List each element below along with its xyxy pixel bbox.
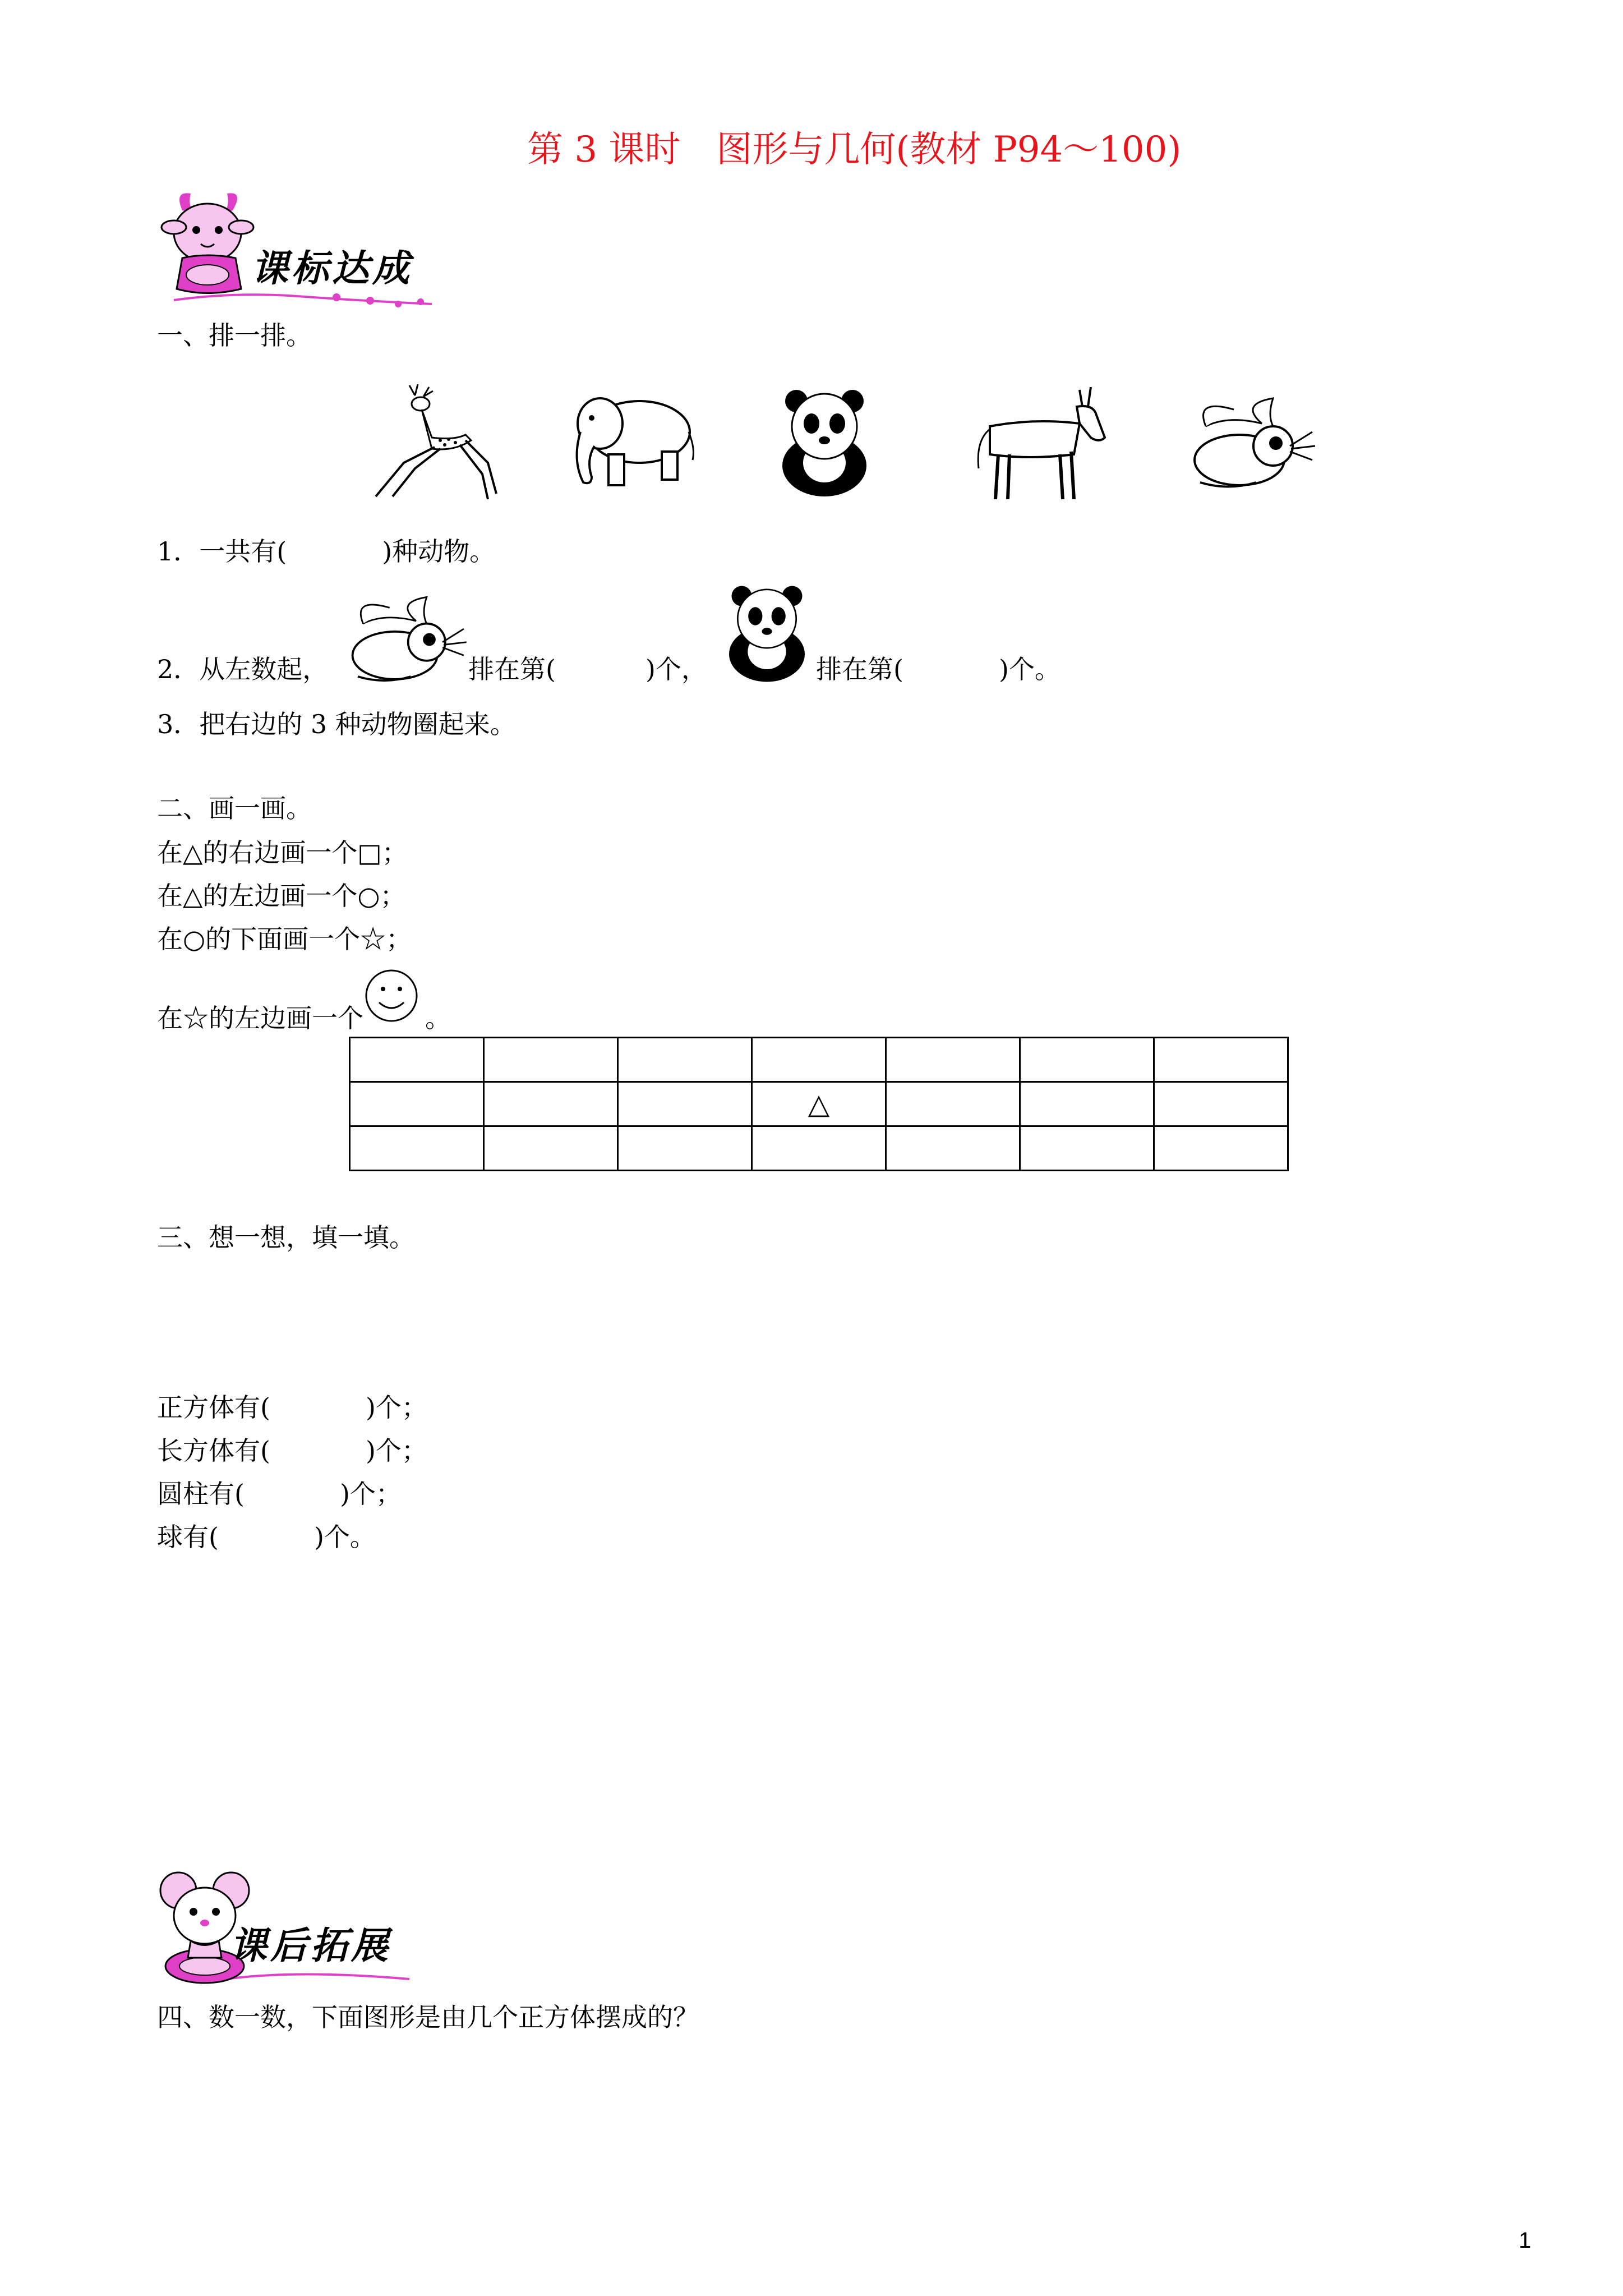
q1-item2-mid1: 排在第(: [468, 654, 556, 684]
rabbit-icon: [341, 592, 470, 687]
q3-item-prefix: 圆柱有(: [157, 1479, 245, 1509]
q3-heading: 三、想一想，填一填。: [157, 1222, 415, 1253]
q3-item-prefix: 球有(: [157, 1522, 219, 1552]
grid-cell[interactable]: [350, 1038, 484, 1082]
q1-heading: 一、排一排。: [157, 320, 312, 351]
q1-item1-prefix: 1．一共有(: [157, 536, 287, 567]
q1-item2-mid: [468, 656, 707, 682]
q3-item-cube: [157, 1392, 427, 1423]
grid-cell[interactable]: [484, 1038, 618, 1082]
q1-item2-prefix: 2．从左数起，: [157, 654, 329, 684]
grid-cell[interactable]: [618, 1038, 752, 1082]
drawing-grid: [349, 1037, 1289, 1171]
q1-item2-suffix: )个。: [998, 654, 1061, 684]
q3-item-suffix: )个；: [365, 1435, 427, 1466]
smiley-face-icon: [363, 968, 419, 1024]
q1-item3: 3．把右边的 3 种动物圈起来。: [157, 709, 516, 739]
q1-item1-suffix: )种动物。: [382, 536, 496, 567]
q4-heading: 四、数一数，下面图形是由几个正方体摆成的？: [157, 2002, 699, 2032]
grid-cell[interactable]: [618, 1082, 752, 1126]
deer-icon: [370, 384, 499, 502]
donkey-icon: [967, 384, 1108, 502]
grid-cell[interactable]: [752, 1126, 886, 1171]
q2-line-2: 在△的左边画一个○；: [157, 881, 406, 911]
grid-cell[interactable]: [618, 1126, 752, 1171]
grid-cell[interactable]: [484, 1082, 618, 1126]
grid-cell[interactable]: [1154, 1082, 1288, 1126]
q3-item-cuboid: [157, 1435, 427, 1466]
grid-row: [350, 1038, 1288, 1082]
q2-line-3: 在○的下面画一个☆；: [157, 924, 412, 954]
q2-line-4-prefix: 在☆的左边画一个: [157, 1003, 363, 1033]
section-badge-extension: [151, 1868, 432, 1991]
grid-cell[interactable]: [752, 1038, 886, 1082]
section-badge-standard: [151, 185, 443, 314]
page-number: 1: [1519, 2228, 1532, 2253]
grid-cell[interactable]: [886, 1038, 1020, 1082]
grid-cell[interactable]: [1020, 1038, 1154, 1082]
grid-cell[interactable]: [350, 1126, 484, 1171]
q3-item-suffix: )个。: [313, 1522, 376, 1552]
q1-item2-mid3: 排在第(: [816, 654, 903, 684]
grid-cell[interactable]: [350, 1082, 484, 1126]
grid-cell[interactable]: [1020, 1126, 1154, 1171]
badge-label-extension: 课后拓展: [230, 1924, 391, 1967]
elephant-icon: [561, 393, 695, 494]
page-title: 第 3 课时 图形与几何(教材 P94～100): [527, 129, 1182, 171]
q1-item2-end: [816, 656, 1061, 682]
q3-item-cylinder: [157, 1481, 402, 1507]
q3-item-suffix: )个；: [365, 1392, 427, 1423]
panda-icon: [777, 387, 872, 499]
grid-cell[interactable]: [1020, 1082, 1154, 1126]
q3-item-sphere: [157, 1524, 376, 1550]
rabbit-icon: [1183, 393, 1318, 494]
q2-heading: 二、画一画。: [157, 793, 312, 823]
q2-line-4-suffix: 。: [425, 1003, 451, 1033]
grid-row: [350, 1082, 1288, 1126]
badge-label-standard: 课标达成: [251, 247, 413, 290]
q2-line-4: [157, 1001, 451, 1031]
grid-cell[interactable]: [484, 1126, 618, 1171]
q2-line-1: 在△的右边画一个□；: [157, 838, 408, 868]
grid-cell[interactable]: [1154, 1038, 1288, 1082]
grid-cell[interactable]: [1154, 1126, 1288, 1171]
grid-cell[interactable]: [886, 1082, 1020, 1126]
q3-item-prefix: 长方体有(: [157, 1435, 270, 1466]
grid-cell-triangle: △: [752, 1082, 886, 1126]
q3-item-suffix: )个；: [339, 1479, 402, 1509]
grid-cell[interactable]: [886, 1126, 1020, 1171]
panda-icon: [723, 583, 810, 684]
grid-row: [350, 1126, 1288, 1171]
q1-item2-mid2: )个，: [645, 654, 707, 684]
q3-item-prefix: 正方体有(: [157, 1392, 270, 1423]
q1-item1: [157, 536, 496, 567]
